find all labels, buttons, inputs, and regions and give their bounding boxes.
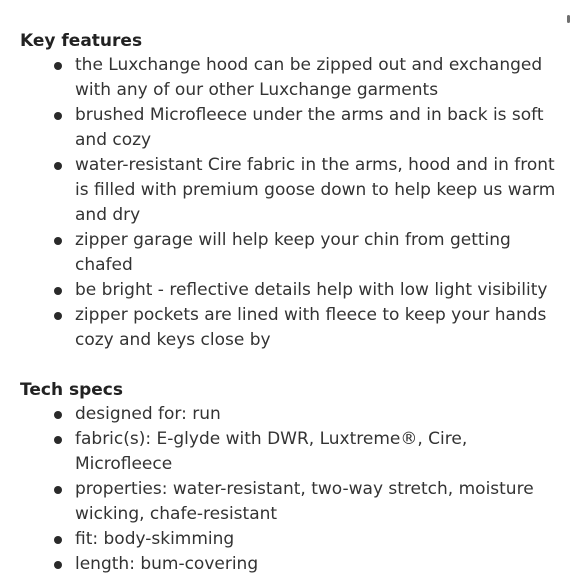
- list-item-text: water-resistant Cire fabric in the arms, hood and in front is filled with premium goose down to help keep us warm and dry: [75, 155, 556, 225]
- list-item: [20, 228, 562, 278]
- key-features-heading: Key features: [20, 31, 143, 51]
- bullet-icon: [54, 162, 62, 170]
- list-item: [20, 527, 562, 552]
- section-divider: [20, 353, 562, 378]
- list-item: [20, 427, 562, 477]
- bullet-icon: [54, 112, 62, 120]
- bullet-icon: [54, 312, 62, 320]
- list-item: [20, 53, 562, 103]
- list-item-text: designed for: run: [75, 404, 221, 424]
- list-item: [20, 402, 562, 427]
- list-item-text: be bright - reflective details help with low light visibility: [75, 280, 548, 300]
- bullet-icon: [54, 62, 62, 70]
- list-item-text: properties: water-resistant, two-way stretch, moisture wicking, chafe-resistant: [75, 479, 534, 524]
- tech-specs-list: [20, 402, 562, 577]
- tech-specs-section: [20, 378, 562, 577]
- list-item: [20, 552, 562, 577]
- bullet-icon: [54, 436, 62, 444]
- tech-specs-heading: Tech specs: [20, 380, 123, 400]
- bullet-icon: [54, 561, 62, 569]
- list-item-text: fit: body-skimming: [75, 529, 235, 549]
- list-item-text: brushed Microfleece under the arms and in back is soft and cozy: [75, 105, 544, 150]
- list-item: [20, 303, 562, 353]
- bullet-icon: [54, 536, 62, 544]
- bullet-icon: [54, 287, 62, 295]
- key-features-section: [20, 29, 562, 353]
- list-item-text: zipper garage will help keep your chin from getting chafed: [75, 230, 511, 275]
- bullet-icon: [54, 237, 62, 245]
- list-item: [20, 477, 562, 527]
- list-item-text: the Luxchange hood can be zipped out and exchanged with any of our other Luxchange garments: [75, 55, 543, 100]
- list-item: [20, 153, 562, 228]
- key-features-list: [20, 53, 562, 353]
- scroll-indicator[interactable]: [567, 15, 570, 23]
- list-item: [20, 278, 562, 303]
- list-item-text: length: bum-covering: [75, 554, 259, 574]
- bullet-icon: [54, 486, 62, 494]
- list-item: [20, 103, 562, 153]
- list-item-text: zipper pockets are lined with fleece to keep your hands cozy and keys close by: [75, 305, 547, 350]
- bullet-icon: [54, 411, 62, 419]
- list-item-text: fabric(s): E-glyde with DWR, Luxtreme®, Cire, Microfleece: [75, 429, 468, 474]
